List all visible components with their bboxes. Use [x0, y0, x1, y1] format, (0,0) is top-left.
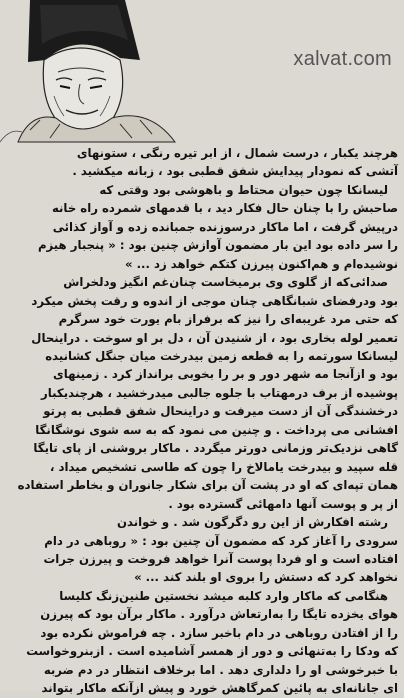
text-line: نخواهد کرد که دستش را بروی او بلند کند ... » [134, 570, 398, 585]
text-line: ای جانانه‌ای به پائین کمرگاهش خورد و پیش ازآنکه ماکار بتواند [41, 681, 398, 696]
text-line: را از افتادن روباهی در دام باخبر سازد . چه فراموش نکرده بود [40, 625, 398, 640]
text-line: صدائی‌که از گلوی وی برمیخاست چنان‌غم انگیز ودلخراش [63, 275, 388, 290]
text-line: تعمیر لوله بخاری بود ، از شنیدن آن ، دل بر او سوخت . دراینحال [31, 330, 398, 345]
text-line: را سر داده بود این بار مضمون آوازش چنین بود : « پنجبار هیزم [37, 238, 398, 253]
paragraph [6, 144, 398, 181]
text-line: همان تپه‌ای که او در پشت آن برای شکار جانوران و بخاطر استفاده [17, 478, 398, 493]
text-line: افتاده است و او فردا پوست آنرا خواهد فروخت و پیرزن جرات [43, 551, 398, 566]
text-line: آتشی که نمودار پیدایش شفق قطبی بود ، زبانه میکشید . [72, 164, 398, 179]
text-line: از پر و پوست آنها دامهائی گسترده بود . [168, 496, 398, 511]
old-man-portrait-illustration [0, 0, 190, 142]
paragraph [6, 513, 398, 587]
text-line: صاحبش را با چنان حال فکار دید ، با قدمهای شمرده راه خانه [51, 201, 398, 216]
text-line: بود ودرفضای شبانگاهی چنان موجی از اندوه و رقت پخش میکرد [31, 293, 398, 308]
text-line: هرچند یکبار ، درست شمال ، از ابر تیره رنگی ، ستونهای [76, 146, 398, 160]
text-line: هوای یخزده تایگا را به‌ارتعاش درآورد . ماکار برآن بود که پیرزن [40, 607, 398, 622]
text-line: درپیش گرفت ، اما ماکار درسوزنده جمبانده زده و آواز کذائی [52, 219, 398, 234]
text-line: هنگامی که ماکار وارد کلبه میشد نخستین طنین‌زنگ کلیسا [59, 588, 388, 603]
text-line: گاهی نزدیک‌تر وزمانی دورتر میگردد . ماکار بروشنی از پای تایگا [33, 441, 398, 456]
text-line: سرودی را آغاز کرد که مضمون آن چنین بود : « روباهی در دام [44, 533, 398, 548]
text-line: قله سپید و بیدرخت یامالاخ را چون که طاسی تشخیص میداد ، [50, 459, 398, 474]
article-text [6, 144, 398, 696]
text-line: درخشندگی آن از دست میرفت و دراینحال شفق قطبی به پرتو [43, 404, 398, 419]
paragraph [6, 273, 398, 513]
text-line: رشته افکارش از این رو دگرگون شد . و خواندن [116, 515, 388, 530]
paragraph [6, 587, 398, 698]
text-line: لیسانکا سورتمه را به قطعه زمین بیدرخت میان جنگل کشانیده [45, 348, 398, 363]
text-line: که حتی مرد غریبه‌ای را نیز که برفراز بام یورت خود سرگرم [58, 312, 398, 327]
text-line: بود و ازآنجا مه شهر دور و بر را بخوبی برانداز کرد . زمینهای [53, 367, 398, 382]
text-line: افشانی می پرداخت . و چنین می نمود که به سه شوی نوشگانگا [35, 422, 398, 437]
portrait-drawing [0, 0, 175, 142]
paragraph [6, 181, 398, 273]
text-line: که ودکا را به‌تنهائی و دور از همسر آشامیده است . ازبنرو‌خواست [26, 644, 398, 659]
text-line: پوشیده از برف درمهتاب با جلوه جالبی میدرخشید ، هرچندیکبار [41, 385, 398, 400]
text-line: لیسانکا چون حیوان محتاط و باهوشی بود وقتی که [99, 182, 388, 197]
text-line: نوشیده‌ام و هم‌اکنون پیرزن کتکم خواهد زد ... » [124, 256, 398, 271]
text-line: با خبرخوشی او را دلداری دهد . اما برخلاف انتظار در دم ضربه [43, 662, 398, 677]
site-watermark: xalvat.com [293, 48, 392, 70]
